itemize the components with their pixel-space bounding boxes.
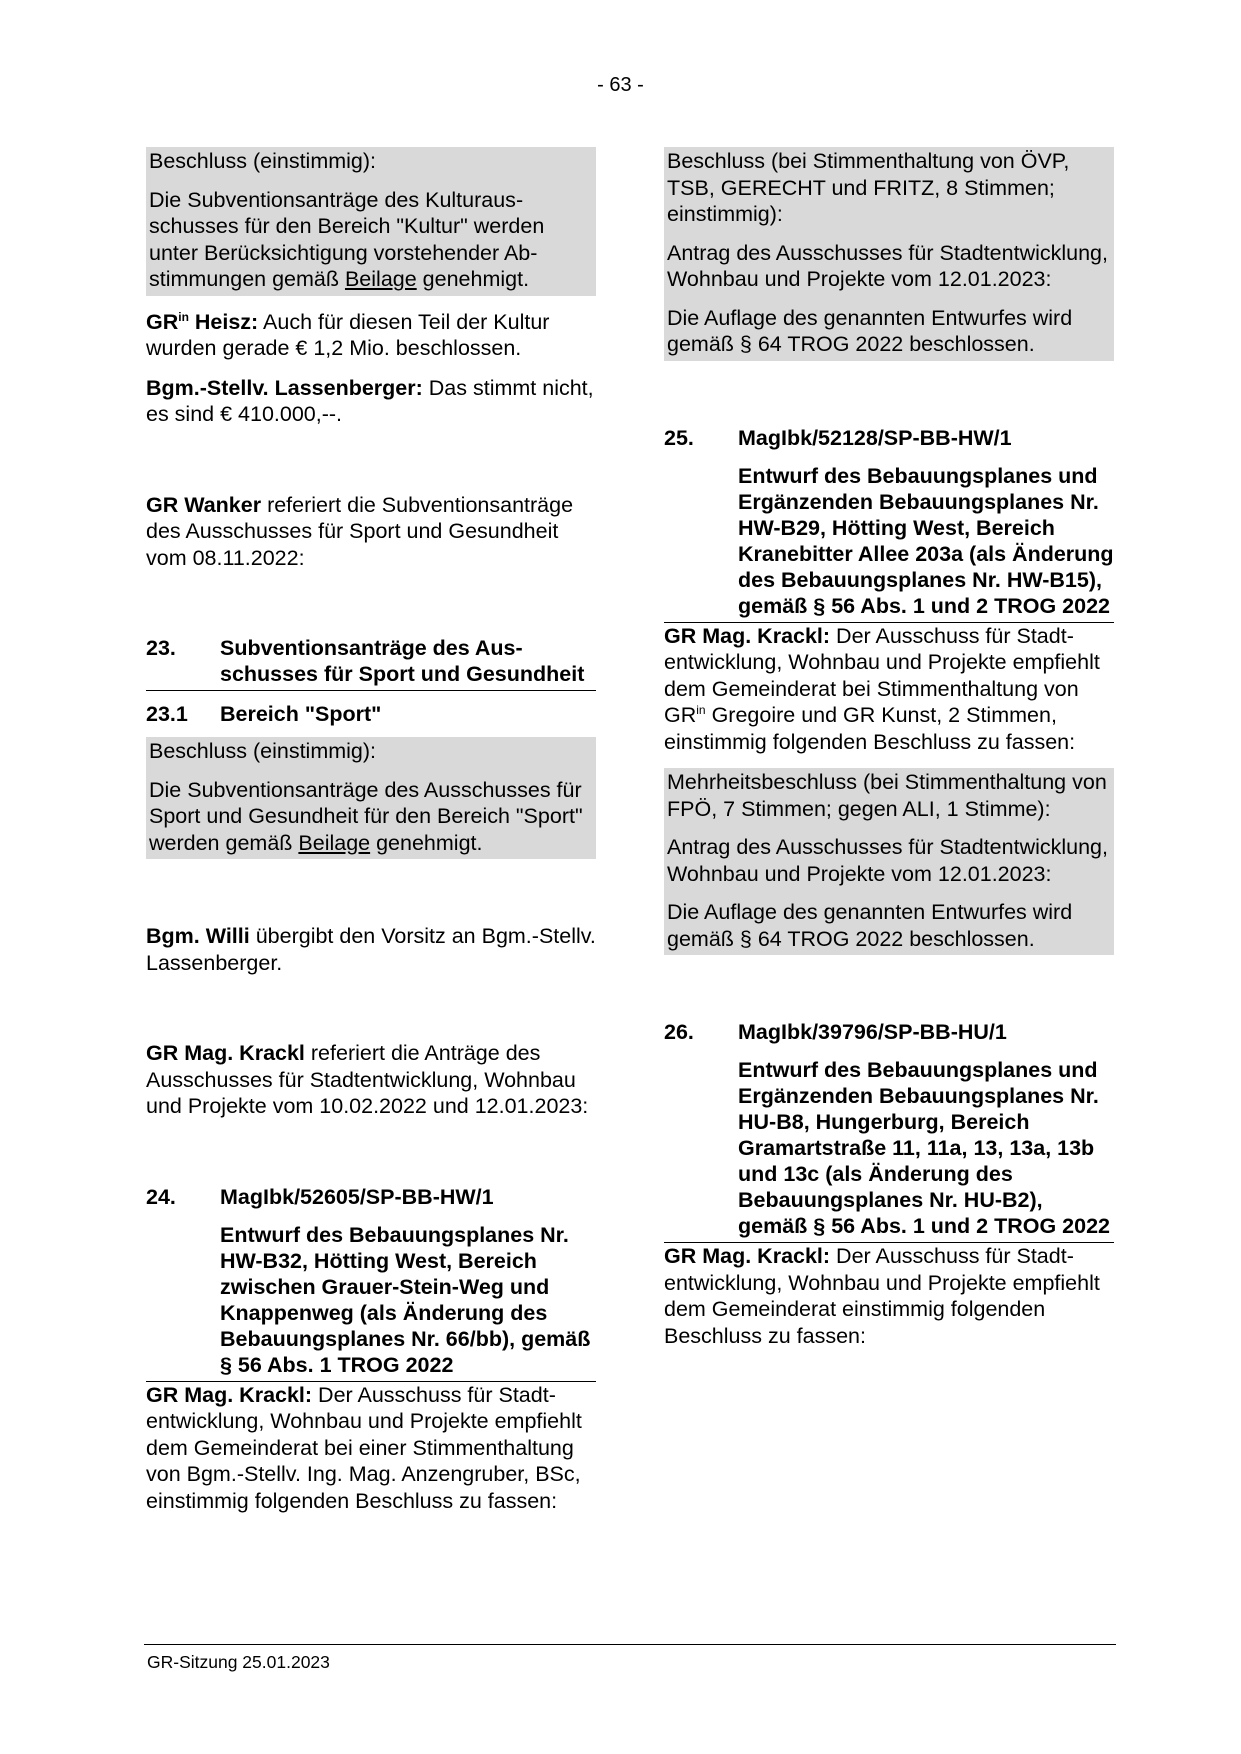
agenda-code: MagIbk/52605/SP-BB-HW/1 xyxy=(220,1184,494,1209)
speaker-title: GR xyxy=(146,309,179,334)
statement-text: Auch für diesen Teil der Kultur wurden gerade € 1,2 Mio. beschlossen. xyxy=(146,309,550,360)
agenda-item-24 xyxy=(146,1184,596,1210)
footer-session: GR-Sitzung 25.01.2023 xyxy=(147,1652,330,1672)
resolution-text-part: Die Subventionsanträge des Ausschusses für Sport und Gesundheit für den Bereich "Sport" werden gemäß xyxy=(149,777,583,855)
left-column xyxy=(146,147,596,1527)
resolution-text-part: genehmigt. xyxy=(370,830,483,855)
agenda-item-26-title: Entwurf des Bebauungsplanes und Ergänzenden Bebauungsplanes Nr. HU-B8, Hungerburg, Bereich Gramartstraße 11, 11a, 13, 13a, 13b und 13c (als Änderung des Bebauungsplanes Nr. HU-B2), gemäß § 56 Abs. 1 und 2 TROG 2022 xyxy=(664,1057,1114,1243)
agenda-number: 24. xyxy=(146,1184,176,1209)
speaker-krackl: GR Mag. Krackl xyxy=(146,1041,305,1065)
agenda-item-25-title: Entwurf des Bebauungsplanes und Ergänzenden Bebauungsplanes Nr. HW-B29, Hötting West, Bereich Kranebitter Allee 203a (als Änderung des Bebauungsplanes Nr. HW-B15), gemäß § 56 Abs. 1 und 2 TROG 2022 xyxy=(664,463,1114,623)
statement-lassenberger xyxy=(146,375,596,428)
resolution-text xyxy=(149,187,593,293)
speaker-name: Heisz: xyxy=(188,309,259,334)
beilage-link[interactable]: Beilage xyxy=(298,830,371,855)
statement-krackl-26 xyxy=(664,1243,1114,1349)
page-number: - 63 - xyxy=(597,74,644,96)
agenda-number: 23.1 xyxy=(146,702,188,726)
speaker-willi: Bgm. Willi xyxy=(146,924,250,948)
statement-text: Gregoire und GR Kunst, 2 Stimmen, einstimmig folgenden Beschluss zu fassen: xyxy=(664,703,1076,754)
speaker-heisz xyxy=(146,310,258,334)
agenda-item-24-title: Entwurf des Bebauungsplanes Nr. HW-B32, Hötting West, Bereich zwischen Grauer-Stein-Weg und Knappenweg (als Änderung des Bebauungsplanes Nr. 66/bb), gemäß § 56 Abs. 1 TROG 2022 xyxy=(146,1222,596,1382)
beilage-link[interactable]: Beilage xyxy=(344,267,417,291)
resolution-title: Mehrheitsbeschluss (bei Stimmenthaltung von FPÖ, 7 Stimmen; gegen ALI, 1 Stimme): xyxy=(667,770,1107,821)
resolution-title: Beschluss (einstimmig): xyxy=(149,739,376,763)
speaker-krackl: GR Mag. Krackl: xyxy=(664,1244,831,1268)
speaker-sup: in xyxy=(696,702,706,717)
speaker-krackl: GR Mag. Krackl: xyxy=(146,1382,313,1407)
agenda-number: 23. xyxy=(146,636,176,660)
resolution-title: Beschluss (bei Stimmenthaltung von ÖVP, TSB, GERECHT und FRITZ, 8 Stimmen; einstimmig): xyxy=(667,149,1070,226)
resolution-text-part: Die Subventionsanträge des Kulturausschusses für den Bereich "Kultur" werden unter Berücksichtigung vorstehender Abstimmungen gemäß xyxy=(149,187,545,291)
statement-text: Der Ausschuss für Stadtentwicklung, Wohnbau und Projekte empfiehlt dem Gemeinderat bei einer Stimmenthaltung von Bgm.-Stellv. Ing. Mag. Anzengruber, BSc, einstimmig folgenden Beschluss zu fassen: xyxy=(146,1382,582,1513)
resolution-box-sport xyxy=(146,737,596,859)
agenda-title: Subventionsanträge des Ausschusses für Sport und Gesundheit xyxy=(220,636,585,686)
statement-krackl-referat xyxy=(146,1040,596,1120)
speaker-sup: in xyxy=(178,309,189,324)
agenda-item-23-1 xyxy=(146,701,596,727)
statement-text: referiert die Anträge des Ausschusses für Stadtentwicklung, Wohnbau und Projekte vom 10.02.2022 und 12.01.2023: xyxy=(146,1041,589,1118)
agenda-title: Bereich "Sport" xyxy=(220,702,382,726)
statement-text: übergibt den Vorsitz an Bgm.-Stellv. Lassenberger. xyxy=(146,924,596,975)
statement-krackl-25 xyxy=(664,623,1114,756)
resolution-text-part: genehmigt. xyxy=(416,267,530,291)
statement-krackl-24 xyxy=(146,1382,596,1515)
speaker-lassenberger: Bgm.-Stellv. Lassenberger: xyxy=(146,375,423,400)
resolution-box-kultur xyxy=(146,147,596,296)
resolution-box-25 xyxy=(664,768,1114,955)
agenda-number: 26. xyxy=(664,1020,694,1044)
statement-text: Der Ausschuss für Stadtentwicklung, Wohnbau und Projekte empfiehlt dem Gemeinderat einstimmig folgenden Beschluss zu fassen: xyxy=(664,1244,1100,1348)
statement-wanker xyxy=(146,492,596,572)
agenda-code: MagIbk/52128/SP-BB-HW/1 xyxy=(738,425,1012,450)
statement-text: Das stimmt nicht, es sind € 410.000,--. xyxy=(146,375,594,426)
resolution-text: Die Auflage des genannten Entwurfes wird gemäß § 64 TROG 2022 beschlossen. xyxy=(667,305,1073,356)
agenda-item-23 xyxy=(146,635,596,691)
statement-willi xyxy=(146,923,596,976)
resolution-box-24 xyxy=(664,147,1114,361)
resolution-text xyxy=(149,777,593,857)
statement-text: referiert die Subventionsanträge des Ausschusses für Sport und Gesundheit vom 08.11.2022: xyxy=(146,492,574,570)
resolution-text: Die Auflage des genannten Entwurfes wird gemäß § 64 TROG 2022 beschlossen. xyxy=(667,900,1073,951)
speaker-krackl: GR Mag. Krackl: xyxy=(664,623,831,648)
agenda-number: 25. xyxy=(664,425,694,450)
agenda-item-25 xyxy=(664,425,1114,451)
resolution-title: Beschluss (einstimmig): xyxy=(149,149,376,173)
resolution-antrag: Antrag des Ausschusses für Stadtentwicklung, Wohnbau und Projekte vom 12.01.2023: xyxy=(667,835,1108,886)
right-column xyxy=(664,147,1114,1362)
speaker-wanker: GR Wanker xyxy=(146,492,262,517)
agenda-item-26 xyxy=(664,1019,1114,1045)
statement-text: Der Ausschuss für Stadtentwicklung, Wohnbau und Projekte empfiehlt dem Gemeinderat bei Stimmenthaltung von GR xyxy=(664,623,1100,727)
resolution-antrag: Antrag des Ausschusses für Stadtentwicklung, Wohnbau und Projekte vom 12.01.2023: xyxy=(667,240,1108,291)
footer-divider xyxy=(144,1644,1116,1645)
statement-heisz xyxy=(146,309,596,362)
agenda-code: MagIbk/39796/SP-BB-HU/1 xyxy=(738,1020,1007,1044)
